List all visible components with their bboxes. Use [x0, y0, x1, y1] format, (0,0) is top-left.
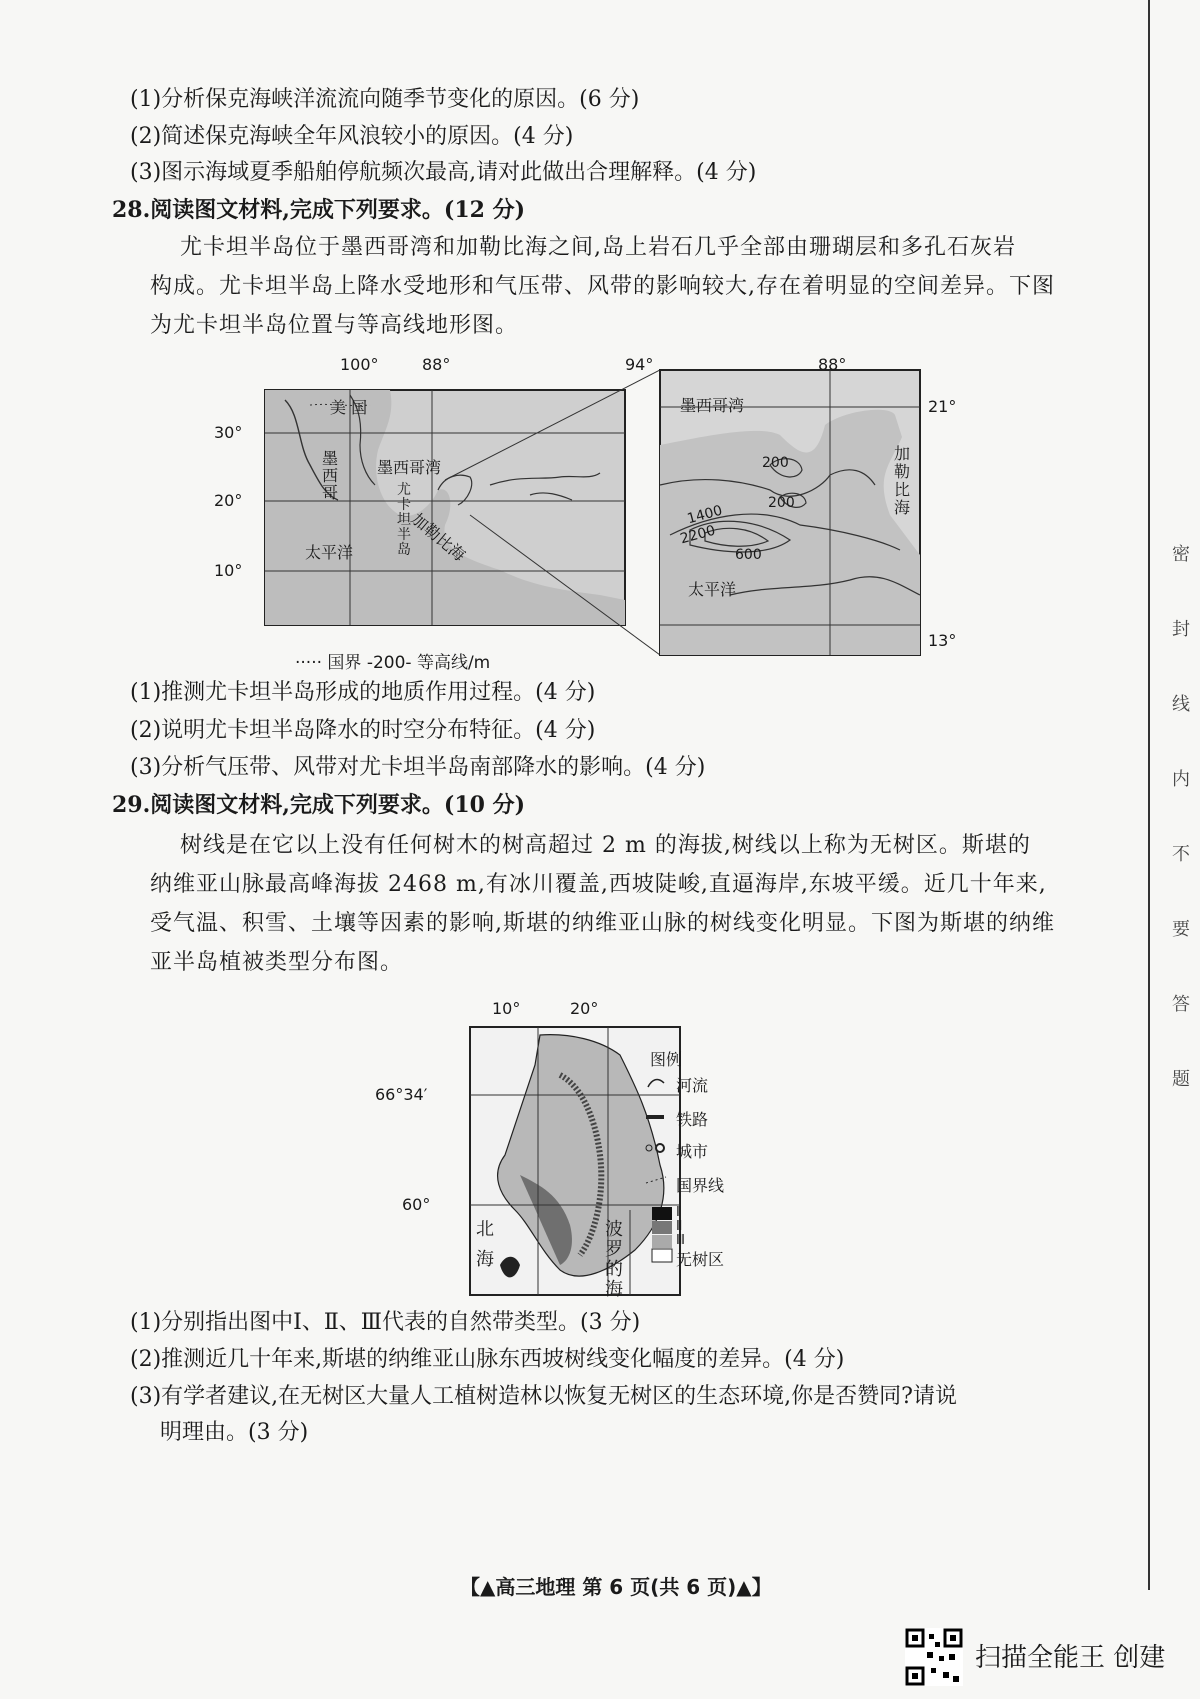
q28-sub3: (3)分析气压带、风带对尤卡坦半岛南部降水的影响。(4 分): [130, 755, 706, 780]
legend-zone-2: Ⅱ: [676, 1219, 683, 1234]
q29-para-line: 纳维亚山脉最高峰海拔 2468 m,有冰川覆盖,西坡陡峻,直逼海岸,东坡平缓。近几十年来,: [150, 872, 1047, 897]
q28-paragraph: [150, 228, 1110, 345]
q29-sub2: (2)推测近几十年来,斯堪的纳维亚山脉东西坡树线变化幅度的差异。(4 分): [130, 1347, 845, 1372]
scanner-watermark: 扫描全能王 创建: [975, 1643, 1166, 1673]
q29-sub3-cont: 明理由。(3 分): [160, 1420, 309, 1445]
lat-label: 10°: [214, 561, 243, 580]
legend-title: 图例: [650, 1050, 683, 1069]
q27-sub1: (1)分析保克海峡洋流流向随季节变化的原因。(6 分): [130, 87, 640, 112]
side-char: 封: [1172, 619, 1190, 640]
usa-label: 美 国: [330, 398, 368, 417]
legend-border: 国界线: [676, 1176, 725, 1195]
q28-heading: 28.阅读图文材料,完成下列要求。(12 分): [112, 197, 526, 223]
yucatan-location-map: [200, 355, 660, 660]
q27-sub2: (2)简述保克海峡全年风浪较小的原因。(4 分): [130, 124, 574, 149]
q28-sub2: (2)说明尤卡坦半岛降水的时空分布特征。(4 分): [130, 718, 596, 743]
page-footer: 【▲高三地理 第 6 页(共 6 页)▲】: [460, 1575, 772, 1599]
q29-sub3: (3)有学者建议,在无树区大量人工植树造林以恢复无树区的生态环境,你是否赞同?请说: [130, 1384, 957, 1409]
yucatan-contour-map: [625, 355, 980, 660]
q28-para-line: 尤卡坦半岛位于墨西哥湾和加勒比海之间,岛上岩石几乎全部由珊瑚层和多孔石灰岩: [180, 235, 1016, 260]
lon-label: 94°: [625, 355, 654, 374]
side-char: 密: [1172, 544, 1190, 565]
yucatan-label: 尤 卡 坦 半 岛: [397, 482, 411, 558]
q27-sub3: (3)图示海域夏季船舶停航频次最高,请对此做出合理解释。(4 分): [130, 160, 757, 185]
contour-label: 2200: [678, 522, 718, 548]
legend-rail: 铁路: [676, 1110, 709, 1129]
contour-label: 200: [762, 455, 789, 471]
scandinavia-vegetation-map: [375, 995, 820, 1300]
q29-paragraph: [150, 826, 1110, 982]
lon-label: 100°: [340, 355, 379, 374]
lat-label: 20°: [214, 491, 243, 510]
side-char: 答: [1172, 994, 1190, 1015]
q28-para-line: 为尤卡坦半岛位置与等高线地形图。: [150, 313, 519, 338]
lat-label: 30°: [214, 423, 243, 442]
q28-sub1: (1)推测尤卡坦半岛形成的地质作用过程。(4 分): [130, 680, 596, 705]
legend-zone-1: Ⅰ: [676, 1205, 680, 1220]
q29-para-line: 亚半岛植被类型分布图。: [150, 950, 404, 975]
lon-label: 20°: [570, 999, 599, 1018]
north-sea-label: 北 海: [476, 1219, 494, 1270]
legend-river: 河流: [676, 1076, 709, 1095]
q29-para-line: 树线是在它以上没有任何树木的树高超过 2 m 的海拔,树线以上称为无树区。斯堪的: [180, 833, 1031, 858]
binding-edge-line: [1148, 0, 1150, 1590]
pacific-label: 太平洋: [305, 543, 354, 562]
lon-label: 88°: [818, 355, 847, 374]
q29-para-line: 受气温、积雪、土壤等因素的影响,斯堪的纳维亚山脉的树线变化明显。下图为斯堪的纳维: [150, 911, 1055, 936]
lon-label: 88°: [422, 355, 451, 374]
pacific-label: 太平洋: [688, 580, 737, 599]
lat-label: 66°34′: [375, 1085, 428, 1104]
gulf-label: 墨西哥湾: [377, 458, 442, 477]
contour-label: 200: [768, 495, 795, 511]
side-char: 线: [1172, 694, 1190, 715]
caribbean-label: 加 勒 比 海: [894, 444, 911, 517]
legend-treeless: 无树区: [676, 1250, 725, 1269]
lat-label: 13°: [928, 631, 957, 650]
map-legend: ····· 国界 -200- 等高线/m: [295, 653, 491, 673]
mexico-label: 墨 西 哥: [322, 449, 339, 502]
q28-para-line: 构成。尤卡坦半岛上降水受地形和气压带、风带的影响较大,存在着明显的空间差异。下图: [150, 274, 1055, 299]
lat-label: 60°: [402, 1195, 431, 1214]
caribbean-label: 加勒比海: [407, 509, 470, 566]
side-char: 题: [1172, 1069, 1190, 1090]
lat-label: 21°: [928, 397, 957, 416]
qr-code-icon: [905, 1628, 963, 1686]
contour-label: 600: [735, 547, 762, 563]
lon-label: 10°: [492, 999, 521, 1018]
q29-sub1: (1)分别指出图中Ⅰ、Ⅱ、Ⅲ代表的自然带类型。(3 分): [130, 1310, 641, 1335]
q29-heading: 29.阅读图文材料,完成下列要求。(10 分): [112, 792, 526, 818]
legend-city: 城市: [676, 1142, 709, 1161]
location-map-graphic: [200, 355, 660, 660]
gulf-label: 墨西哥湾: [680, 396, 745, 415]
side-char: 内: [1172, 769, 1190, 790]
baltic-sea-label: 波 罗 的 海: [605, 1219, 623, 1300]
legend-zone-3: Ⅲ: [676, 1233, 685, 1248]
contour-label: 1400: [685, 502, 725, 528]
side-char: 要: [1172, 919, 1190, 940]
side-char: 不: [1172, 844, 1190, 865]
